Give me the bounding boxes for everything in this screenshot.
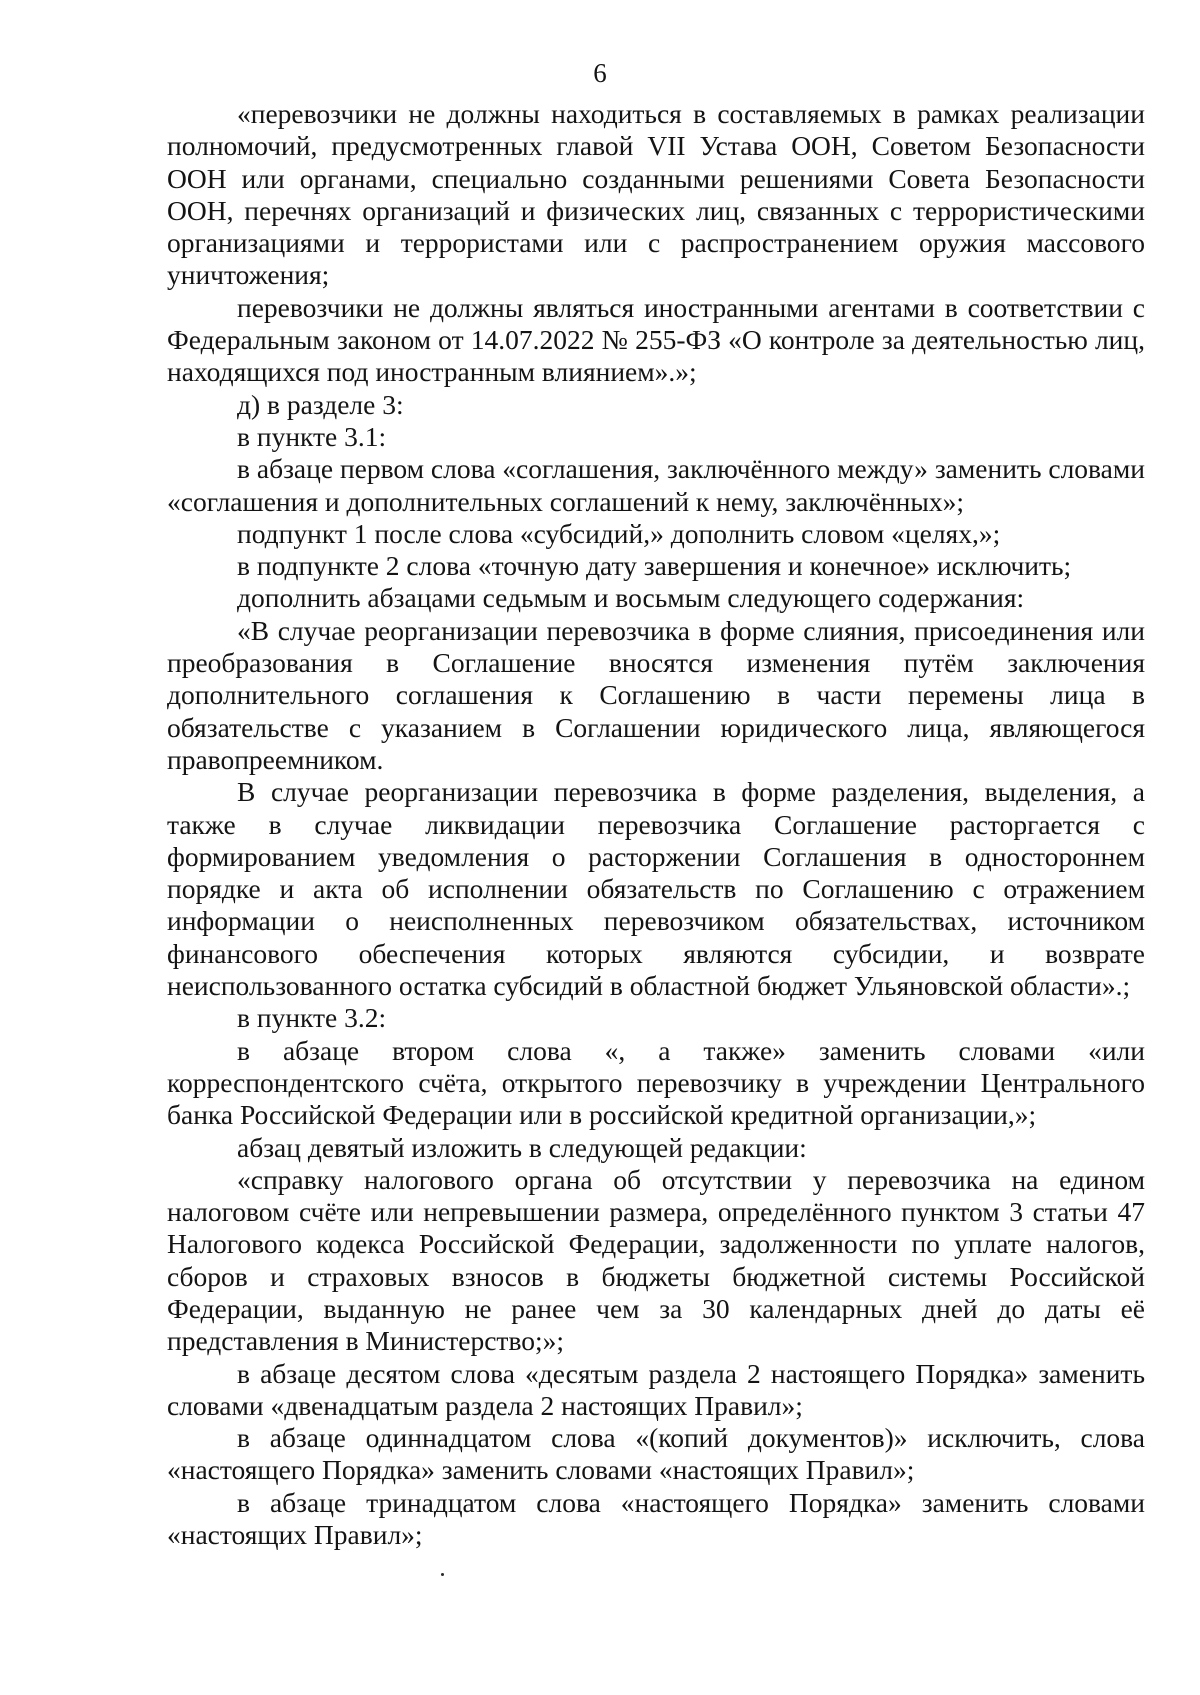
document-body xyxy=(167,98,1145,1551)
paragraph: в пункте 3.2: xyxy=(237,1002,387,1034)
paragraph: подпункт 1 после слова «субсидий,» дополнить словом «целях,»; xyxy=(237,517,1001,549)
paragraph: д) в разделе 3: xyxy=(237,388,404,420)
paragraph: В случае реорганизации перевозчика в форме разделения, выделения, а также в случае ликвидации перевозчика Соглашение расторгается с формированием уведомления о расторжении Соглашения в одностороннем порядке и акта об исполнении обязательств по Соглашению с отражением информации о неисполненных перевозчиком обязательствах, источником финансового обеспечения которых являются субсидии, и возврате неиспользованного остатка субсидий в областной бюджет Ульяновской области».; xyxy=(167,776,1145,1002)
paragraph: в подпункте 2 слова «точную дату завершения и конечное» исключить; xyxy=(237,550,1072,582)
paragraph: в абзаце втором слова «, а также» заменить словами «или корреспондентского счёта, открытого перевозчику в учреждении Центрального банка Российской Федерации или в российской кредитной организации,»; xyxy=(167,1034,1145,1131)
paragraph: «В случае реорганизации перевозчика в форме слияния, присоединения или преобразования в Соглашение вносятся изменения путём заключения дополнительного соглашения к Соглашению в части перемены лица в обязательстве с указанием в Соглашении юридического лица, являющегося правопреемником. xyxy=(167,614,1145,775)
scan-speck xyxy=(441,1573,444,1576)
paragraph: перевозчики не должны являться иностранными агентами в соответствии с Федеральным законом от 14.07.2022 № 255-ФЗ «О контроле за деятельностью лиц, находящихся под иностранным влиянием».»; xyxy=(167,291,1145,388)
paragraph: «справку налогового органа об отсутствии у перевозчика на едином налоговом счёте или непревышении размера, определённого пунктом 3 статьи 47 Налогового кодекса Российской Федерации, задолженности по уплате налогов, сборов и страховых взносов в бюджеты бюджетной системы Российской Федерации, выданную не ранее чем за 30 календарных дней до даты её представления в Министерство;»; xyxy=(167,1163,1145,1357)
paragraph: абзац девятый изложить в следующей редакции: xyxy=(237,1131,807,1163)
paragraph: в абзаце одиннадцатом слова «(копий документов)» исключить, слова «настоящего Порядка» заменить словами «настоящих Правил»; xyxy=(167,1422,1145,1486)
paragraph: «перевозчики не должны находиться в составляемых в рамках реализации полномочий, предусмотренных главой VII Устава ООН, Советом Безопасности ООН или органами, специально созданными решениями Совета Безопасности ООН, перечнях организаций и физических лиц, связанных с террористическими организациями и террористами или с распространением оружия массового уничтожения; xyxy=(167,98,1145,291)
page-number: 6 xyxy=(593,58,607,88)
paragraph: дополнить абзацами седьмым и восьмым следующего содержания: xyxy=(237,582,1025,614)
paragraph: в абзаце тринадцатом слова «настоящего Порядка» заменить словами «настоящих Правил»; xyxy=(167,1486,1145,1551)
paragraph: в пункте 3.1: xyxy=(237,420,387,452)
paragraph: в абзаце первом слова «соглашения, заключённого между» заменить словами «соглашения и дополнительных соглашений к нему, заключённых»; xyxy=(167,453,1145,517)
paragraph: в абзаце десятом слова «десятым раздела 2 настоящего Порядка» заменить словами «двенадцатым раздела 2 настоящих Правил»; xyxy=(167,1357,1145,1421)
